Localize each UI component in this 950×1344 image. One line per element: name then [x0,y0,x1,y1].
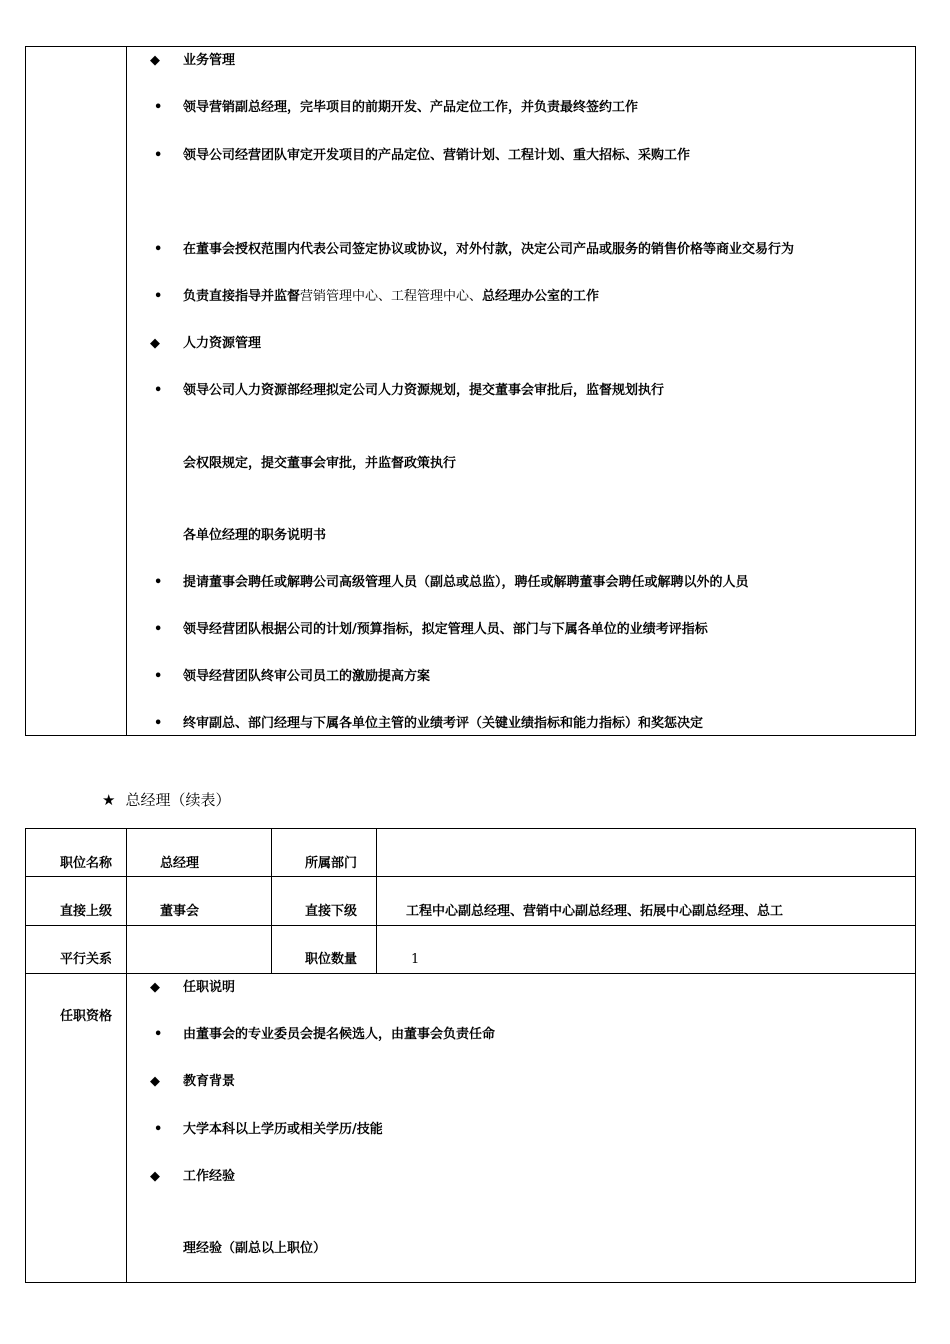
bullet-icon: • [154,622,163,637]
subordinate-label: 直接下级 [305,904,358,919]
bullet-icon: • [154,100,163,115]
bullet-icon: • [154,1027,163,1042]
row-divider [26,973,915,974]
qualification-label: 任职资格 [60,1009,113,1024]
column-divider [271,829,272,973]
row-divider [26,925,915,926]
position-name-value: 总经理 [160,856,200,871]
superior-label: 直接上级 [60,904,113,919]
diamond-icon: ◆ [150,336,160,351]
position-name-label: 职位名称 [60,856,113,871]
diamond-icon: ◆ [150,1074,160,1089]
subordinate-value: 工程中心副总经理、营销中心副总经理、拓展中心副总经理、总工 [406,904,784,919]
parallel-label: 平行关系 [60,952,113,967]
bullet-icon: • [154,148,163,163]
column-divider [376,829,377,973]
diamond-icon: ◆ [150,980,160,995]
bullet-icon: • [154,1122,163,1137]
bullet-icon: • [154,289,163,304]
diamond-icon: ◆ [150,53,160,68]
count-value: 1 [411,952,420,967]
section-title: ★ 总经理（续表） [102,791,231,809]
position-info-table: 职位名称 总经理 所属部门 直接上级 董事会 直接下级 工程中心副总经理、营销中心副总经理、拓展中心副总经理、总工 平行关系 职位数量 1 任职资格 ◆ 任职说明 • 由董事会的专业委员会提名候选人，由董事会负责任命 ◆ 教育背景 • 大学本科以上学历或相关学历/技能 ◆ 工作经验 理经验（副总以上职位） [25,828,916,1283]
bullet-icon: • [154,242,163,257]
bullet-icon: • [154,383,163,398]
column-divider [126,829,127,1282]
diamond-icon: ◆ [150,1169,160,1184]
bullet-icon: • [154,669,163,684]
column-divider [126,47,127,735]
row-divider [26,876,915,877]
count-label: 职位数量 [305,952,358,967]
star-icon: ★ [102,791,116,809]
bullet-icon: • [154,716,163,731]
department-label: 所属部门 [305,856,358,871]
superior-value: 董事会 [160,904,200,919]
bullet-icon: • [154,575,163,590]
responsibilities-table: ◆ 业务管理 • 领导营销副总经理，完毕项目的前期开发、产品定位工作，并负责最终签约工作 • 领导公司经营团队审定开发项目的产品定位、营销计划、工程计划、重大招标、采购工作 • 在董事会授权范围内代表公司签定协议或协议，对外付款，决定公司产品或服务的销售价格等商业交易行为 • 负责直接指导并监督营销管理中心、工程管理中心、总经理办公室的工作 ◆ 人力资源管理 • 领导公司人力资源部经理拟定公司人力资源规划，提交董事会审批后，监督规划执行 会权限规定，提交董事会审批，并监督政策执行 各单位经理的职务说明书 • 提请董事会聘任或解聘公司高级管理人员（副总或总监），聘任或解聘董事会聘任或解聘以外的人员 • 领导经营团队根据公司的计划/预算指标，拟定管理人员、部门与下属各单位的业绩考评指标 • 领导经营团队终审公司员工的激励提高方案 • 终审副总、部门经理与下属各单位主管的业绩考评（关键业绩指标和能力指标）和奖惩决定 [25,46,916,736]
